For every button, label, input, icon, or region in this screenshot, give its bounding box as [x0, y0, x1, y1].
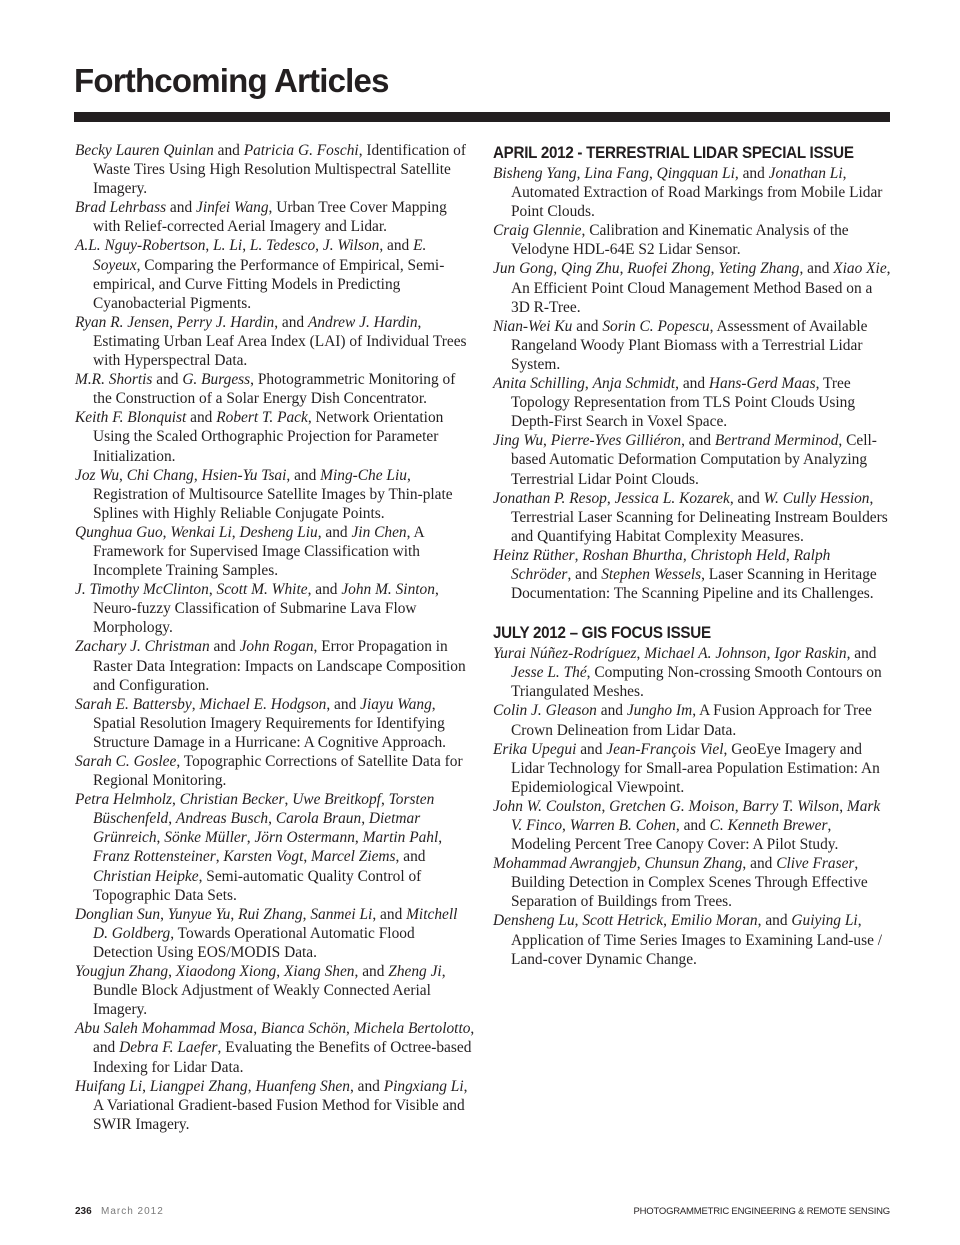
section-heading: JULY 2012 – GIS FOCUS ISSUE: [493, 624, 711, 643]
author-name: Sönke Müller: [164, 829, 247, 847]
author-name: Pierre-Yves Gilliéron: [550, 432, 682, 450]
article-entry: [493, 431, 893, 488]
entry-text: , and: [354, 963, 389, 981]
article-entry: [75, 1077, 475, 1134]
author-name: Sorin C. Popescu: [602, 317, 710, 335]
author-name: Hans-Gerd Maas: [708, 375, 816, 393]
author-name: Mohammad Awrangjeb: [493, 855, 637, 873]
author-name: Qing Zhu: [560, 260, 620, 278]
entry-text: , and: [379, 237, 414, 255]
entry-text: , Topographic Corrections of Satellite Data for Regional Monitoring.: [93, 753, 463, 790]
author-name: Jungho Im: [626, 702, 693, 720]
entry-text: , Evaluating the Benefits of Octree-based Indexing for Lidar Data.: [93, 1039, 472, 1076]
article-entry: [493, 221, 893, 259]
entry-text: , Neuro-fuzzy Classification of Submarine Lava Flow Morphology.: [93, 581, 439, 637]
entry-text: ,: [205, 237, 214, 255]
entry-text: , Cell-based Automatic Deformation Computation by Analyzing Terrestrial Lidar Point Clouds.: [511, 432, 877, 488]
entry-text: , GeoEye Imagery and Lidar Technology for Small-area Population Estimation: An Epidemiological Viewpoint.: [511, 740, 880, 796]
entry-text: ,: [553, 260, 561, 278]
entry-text: , Towards Operational Automatic Flood Detection Using EOS/MODIS Data.: [93, 924, 415, 961]
author-name: Qingquan Li: [656, 165, 735, 182]
author-name: Mitchell D. Goldberg: [93, 905, 458, 942]
author-name: John W. Coulston: [493, 797, 602, 815]
entry-text: ,: [354, 829, 363, 847]
entry-text: , Automated Extraction of Road Markings from Mobile Lidar Point Clouds.: [511, 165, 883, 221]
entry-text: , and: [675, 375, 709, 393]
author-name: Jessica L. Kozarek: [614, 489, 730, 507]
entry-text: , Photogrammetric Monitoring of the Construction of a Solar Energy Dish Concentrator.: [93, 371, 456, 408]
entry-text: ,: [303, 848, 312, 866]
author-name: Zheng Ji: [388, 963, 442, 981]
footer-page-number: 236: [75, 1206, 92, 1217]
article-entry: [75, 466, 475, 523]
author-name: Robert T. Pack: [216, 409, 308, 427]
author-name: Keith F. Blonquist: [75, 409, 187, 427]
article-entry: [75, 790, 475, 905]
entry-text: , Semi-automatic Quality Control of Topographic Data Sets.: [93, 867, 422, 904]
page-title: Forthcoming Articles: [74, 62, 389, 99]
author-name: Martin Pahl: [362, 829, 439, 847]
article-entry: [493, 701, 893, 739]
entry-text: ,: [380, 791, 389, 809]
author-name: Christian Becker: [179, 791, 285, 809]
article-entry: [75, 236, 475, 312]
entry-text: ,: [543, 432, 551, 450]
author-name: Brad Lehrbass: [75, 199, 167, 217]
author-name: Emilio Moran: [670, 912, 758, 930]
entry-text: ,: [169, 313, 177, 331]
entry-text: ,: [361, 810, 369, 828]
entry-text: , and: [681, 432, 715, 450]
article-entry: [75, 752, 475, 790]
author-name: Igor Raskin: [774, 645, 847, 663]
author-name: Jun Gong: [493, 260, 554, 278]
entry-text: ,: [839, 797, 847, 815]
author-name: A.L. Nguy-Robertson: [75, 237, 206, 255]
author-name: Christoph Held: [690, 546, 786, 564]
author-name: Wenkai Li: [170, 523, 232, 541]
entry-text: ,: [253, 1020, 261, 1038]
author-name: Anja Schmidt: [592, 375, 676, 393]
entry-text: ,: [663, 912, 671, 930]
entry-text: ,: [315, 237, 323, 255]
article-entry: [493, 374, 893, 431]
author-name: Carola Braun: [275, 810, 362, 828]
entry-text: ,: [142, 1077, 150, 1095]
author-name: Jörn Ostermann: [254, 829, 355, 847]
entry-text: and: [186, 409, 217, 427]
entry-text: , Spatial Resolution Imagery Requirements for Identifying Structure Damage in a Hurricane: A Cognitive Approach.: [93, 695, 447, 751]
article-entry: [75, 695, 475, 752]
article-entry: [493, 546, 893, 603]
entry-text: , Bundle Block Adjustment of Weakly Connected Aerial Imagery.: [93, 963, 446, 1019]
article-entry: [493, 911, 893, 968]
entry-text: , and: [799, 260, 834, 278]
author-name: Becky Lauren Quinlan: [75, 142, 214, 159]
author-name: Xiang Shen: [283, 963, 355, 981]
entry-text: and: [596, 702, 627, 720]
author-name: L. Li: [213, 237, 243, 255]
article-entry: [75, 370, 475, 408]
author-name: Barry T. Wilson: [742, 797, 840, 815]
entry-text: , Network Orientation Using the Scaled Orthographic Projection for Parameter Initialization.: [93, 409, 444, 465]
author-name: Anita Schilling: [493, 375, 585, 393]
title-rule: [74, 112, 890, 122]
entry-text: ,: [172, 791, 180, 809]
left-column: [75, 141, 475, 1134]
article-entry: [75, 523, 475, 580]
entry-text: ,: [636, 855, 645, 873]
author-name: Christian Heipke: [93, 867, 199, 885]
author-name: Yunyue Yu: [167, 905, 231, 923]
entry-text: , Terrestrial Laser Scanning for Delineating Instream Boulders and Quantifying Habitat Complexity Measures.: [511, 489, 888, 545]
article-entry: [493, 317, 893, 374]
author-name: Ruofei Zhong: [627, 260, 711, 278]
entry-text: ,: [208, 581, 217, 599]
entry-text: , A Fusion Approach for Tree Crown Delineation from Lidar Data.: [511, 702, 872, 739]
entry-text: , Building Detection in Complex Scenes Through Effective Separation of Buildings from Trees.: [511, 855, 868, 911]
entry-text: ,: [191, 695, 200, 713]
author-name: C. Kenneth Brewer: [709, 817, 828, 834]
author-name: J. Wilson: [322, 237, 380, 255]
entry-text: , Registration of Multisource Satellite Images by Thin-plate Splines with Highly Reliable Conjugate Points.: [93, 466, 453, 522]
author-name: Mark V. Finco: [511, 797, 881, 834]
article-entry: [75, 313, 475, 370]
author-name: Michela Bertolotto: [353, 1020, 471, 1038]
entry-text: , Laser Scanning in Heritage Documentation: The Scanning Pipeline and its Challenges.: [511, 565, 877, 603]
entry-text: ,: [636, 645, 645, 663]
entry-text: , and: [317, 523, 352, 541]
author-name: Craig Glennie: [493, 222, 582, 240]
entry-text: and: [213, 142, 244, 159]
article-entry: [75, 962, 475, 1019]
entry-text: , Tree Topology Representation from TLS Point Clouds Using Depth-First Search in Voxel Space.: [511, 375, 856, 431]
author-name: Hsien-Yu Tsai: [201, 466, 287, 484]
entry-text: , A Framework for Supervised Image Classification with Incomplete Training Samples.: [93, 523, 424, 580]
author-name: Huifang Li: [75, 1077, 143, 1095]
article-entry: [75, 637, 475, 694]
entry-text: ,: [247, 1077, 256, 1095]
author-name: Heinz Rüther: [493, 546, 575, 564]
entry-text: , Comparing the Performance of Empirical, Semi-empirical, and Curve Fitting Models in Predicting Cyanobacterial Pigments.: [93, 256, 445, 312]
author-name: Roshan Bhurtha: [582, 546, 683, 564]
author-name: Joz Wu: [75, 466, 120, 484]
author-name: Jiayu Wang: [360, 695, 432, 713]
author-name: Jing Wu: [493, 432, 544, 450]
entry-text: and: [572, 317, 603, 335]
author-name: L. Tedesco: [249, 237, 316, 255]
entry-text: , Computing Non-crossing Smooth Contours on Triangulated Meshes.: [511, 664, 882, 701]
entry-text: , Application of Time Series Images to Examining Land-use / Land-cover Dynamic Change.: [511, 912, 883, 968]
author-name: Lina Fang: [584, 165, 649, 182]
author-name: Franz Rottensteiner: [93, 848, 216, 866]
author-name: Ryan R. Jensen: [75, 313, 170, 331]
entry-text: ,: [576, 165, 585, 182]
entry-text: , and: [395, 848, 426, 866]
author-name: Abu Saleh Mohammad Mosa: [75, 1020, 254, 1038]
entry-text: , and: [93, 1020, 475, 1057]
entry-text: ,: [619, 260, 628, 278]
entry-text: ,: [302, 905, 311, 923]
entry-text: , Calibration and Kinematic Analysis of the Velodyne HDL-64E S2 Lidar Sensor.: [511, 222, 849, 259]
author-name: Gretchen G. Moison: [609, 797, 735, 815]
entry-text: , and: [286, 466, 321, 484]
author-name: Sarah E. Battersby: [75, 695, 192, 713]
entry-text: , and: [372, 905, 407, 923]
author-name: Liangpei Zhang: [149, 1077, 248, 1095]
author-name: Xiaodong Xiong: [175, 963, 277, 981]
article-entry: [75, 580, 475, 637]
author-name: Colin J. Gleason: [493, 702, 597, 720]
entry-text: , Identification of Waste Tires Using High Resolution Multispectral Satellite Imagery.: [93, 142, 466, 198]
author-name: Ming-Che Liu: [320, 466, 407, 484]
author-name: Sanmei Li: [310, 905, 373, 923]
author-name: Qunghua Guo: [75, 523, 163, 541]
entry-text: and: [209, 638, 240, 656]
author-name: Jonathan P. Resop: [493, 489, 607, 507]
author-name: Karsten Vogt: [223, 848, 304, 866]
entry-text: , and: [326, 695, 361, 713]
author-name: Patricia G. Foschi: [243, 142, 359, 159]
entry-text: ,: [601, 797, 610, 815]
entry-text: ,: [162, 523, 171, 541]
article-entry: [75, 1019, 475, 1076]
entry-text: ,: [785, 546, 794, 564]
entry-text: , and: [675, 817, 710, 834]
entry-text: ,: [246, 829, 255, 847]
entry-text: ,: [710, 260, 719, 278]
entry-text: ,: [766, 645, 775, 663]
entry-text: ,: [242, 237, 250, 255]
entry-text: , An Efficient Point Cloud Management Method Based on a 3D R-Tree.: [511, 260, 891, 316]
entry-text: ,: [156, 829, 165, 847]
entry-text: ,: [648, 165, 657, 182]
author-name: Erika Upegui: [493, 740, 577, 758]
entry-text: and: [576, 740, 607, 758]
author-name: Huanfeng Shen: [255, 1077, 350, 1095]
author-name: Stephen Wessels: [601, 565, 702, 583]
author-name: Andrew J. Hardin: [307, 313, 418, 331]
article-entry: [493, 164, 893, 221]
article-entry: [493, 644, 893, 701]
entry-text: ,: [584, 375, 593, 393]
entry-text: ,: [268, 810, 276, 828]
author-name: Jean-François Viel: [606, 740, 724, 758]
entry-text: ,: [168, 810, 176, 828]
right-column: [493, 144, 893, 969]
author-name: Guiying Li: [791, 912, 858, 930]
entry-text: , and: [734, 165, 769, 182]
author-name: Sarah C. Goslee: [75, 753, 177, 770]
entry-text: ,: [230, 905, 239, 923]
author-name: Michael E. Hodgson: [199, 695, 327, 713]
article-entry: [493, 740, 893, 797]
author-name: Torsten Büschenfeld: [93, 791, 435, 828]
entry-text: ,: [734, 797, 743, 815]
author-name: Scott Hetrick: [582, 912, 664, 930]
entry-text: , and: [846, 645, 877, 663]
footer-journal-name: PHOTOGRAMMETRIC ENGINEERING & REMOTE SENSING: [633, 1206, 890, 1217]
entry-text: ,: [346, 1020, 354, 1038]
entry-text: ,: [119, 466, 127, 484]
entry-text: , Assessment of Available Rangeland Woody Plant Biomass with a Terrestrial Lidar System.: [511, 317, 868, 373]
author-name: W. Cully Hession: [763, 489, 870, 507]
entry-text: ,: [215, 848, 224, 866]
author-name: Warren B. Cohen: [569, 817, 676, 834]
entry-text: ,: [193, 466, 202, 484]
author-name: G. Burgess: [182, 371, 251, 389]
article-entry: [493, 259, 893, 316]
section-heading: APRIL 2012 - TERRESTRIAL LIDAR SPECIAL ISSUE: [493, 144, 854, 162]
entry-text: ,: [160, 905, 168, 923]
author-name: Densheng Lu: [493, 912, 575, 930]
entry-text: , A Variational Gradient-based Fusion Method for Visible and SWIR Imagery.: [93, 1077, 468, 1133]
entry-text: , and: [349, 1077, 384, 1095]
author-name: Perry J. Hardin: [176, 313, 275, 331]
author-name: M.R. Shortis: [75, 371, 153, 389]
entry-text: ,: [438, 829, 443, 847]
author-name: Bisheng Yang: [493, 165, 577, 182]
entry-text: and: [152, 371, 183, 389]
entry-text: , and: [729, 489, 764, 507]
entry-text: ,: [168, 963, 176, 981]
author-name: Petra Helmholz: [75, 791, 173, 809]
author-name: Bianca Schön: [260, 1020, 347, 1038]
entry-text: ,: [231, 523, 240, 541]
author-name: Yougjun Zhang: [75, 963, 169, 981]
author-name: Desheng Liu: [239, 523, 318, 541]
entry-text: ,: [574, 546, 583, 564]
author-name: Debra F. Laefer: [119, 1039, 218, 1057]
author-name: J. Timothy McClinton: [75, 581, 209, 599]
author-name: Donglian Sun: [75, 905, 161, 923]
entry-text: ,: [606, 489, 615, 507]
article-entry: [75, 198, 475, 236]
author-name: Scott M. White: [216, 581, 308, 599]
entry-text: ,: [562, 817, 570, 834]
entry-text: and: [166, 199, 196, 217]
entry-text: , Urban Tree Cover Mapping with Relief-corrected Aerial Imagery and Lidar.: [93, 199, 447, 236]
author-name: Andreas Busch: [175, 810, 269, 828]
author-name: Yeting Zhang: [718, 260, 800, 278]
entry-text: ,: [284, 791, 293, 809]
footer-date: March 2012: [101, 1206, 164, 1217]
author-name: Dietmar Grünreich: [93, 810, 421, 847]
entry-text: , Modeling Percent Tree Canopy Cover: A Pilot Study.: [511, 817, 839, 854]
author-name: Jin Chen: [351, 523, 407, 541]
entry-text: , and: [274, 313, 308, 331]
author-name: Michael A. Johnson: [644, 645, 767, 663]
article-entry: [75, 408, 475, 465]
entry-text: , and: [307, 581, 342, 599]
entry-text: ,: [682, 546, 691, 564]
author-name: John Rogan: [239, 638, 314, 656]
author-name: Yurai Núñez-Rodríguez: [493, 645, 637, 663]
author-name: E. Soyeux: [93, 237, 427, 274]
author-name: Chi Chang: [126, 466, 194, 484]
author-name: Uwe Breitkopf: [292, 791, 381, 809]
article-entry: [493, 854, 893, 911]
author-name: Jesse L. Thé: [511, 664, 587, 682]
article-entry: [75, 905, 475, 962]
author-name: Marcel Ziems: [311, 848, 396, 866]
entry-text: , and: [742, 855, 777, 873]
author-name: Xiao Xie: [833, 260, 887, 278]
author-name: John M. Sinton: [341, 581, 435, 599]
author-name: Clive Fraser: [776, 855, 855, 873]
author-name: Pingxiang Li: [383, 1077, 464, 1095]
entry-text: , and: [757, 912, 792, 930]
author-name: Nian-Wei Ku: [493, 317, 573, 335]
article-entry: [75, 141, 475, 198]
entry-text: , Estimating Urban Leaf Area Index (LAI) of Individual Trees with Hyperspectral Data.: [93, 313, 467, 370]
author-name: Chunsun Zhang: [644, 855, 743, 873]
article-entry: [493, 797, 893, 854]
article-entry: [493, 489, 893, 546]
entry-text: , Error Propagation in Raster Data Integration: Impacts on Landscape Composition and Configuration.: [93, 638, 466, 694]
entry-text: ,: [276, 963, 284, 981]
author-name: Ralph Schröder: [511, 546, 831, 583]
author-name: Bertrand Merminod: [714, 432, 839, 450]
author-name: Rui Zhang: [238, 905, 303, 923]
author-name: Zachary J. Christman: [75, 638, 210, 656]
entry-text: ,: [574, 912, 583, 930]
entry-text: , and: [567, 565, 602, 583]
author-name: Jinfei Wang: [196, 199, 269, 217]
author-name: Jonathan Li: [768, 165, 843, 182]
